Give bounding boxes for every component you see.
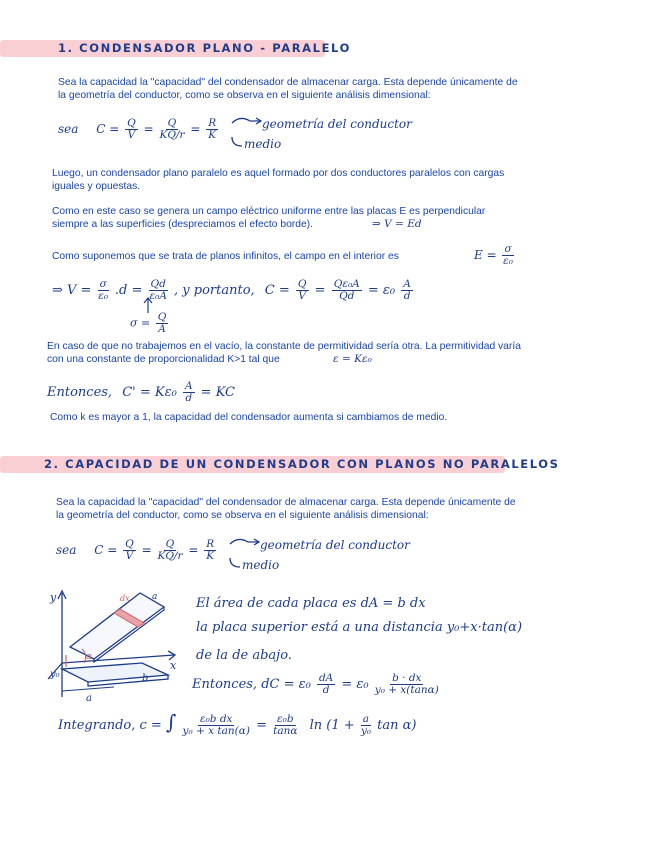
s2-formula-capacity: sea C = $\frac{Q}{V}$ = $\frac{Q}{KQ/r}$ = $\frac{R}{K}$ <box>56 538 215 562</box>
diag-label-y0: y₀ <box>50 669 60 680</box>
s1-f1-frac-rk: $\frac{R}{K}$ <box>208 117 217 141</box>
s1-paragraph-2a: Luego, un condensador plano paralelo es aquel formado por dos conductores paralelos con cargas <box>52 168 505 179</box>
section-1-title: 1. CONDENSADOR PLANO - PARALELO <box>58 41 351 55</box>
s2-formula-dc: Entonces, dC = ε₀ $\frac{dA}{d}$ = ε₀ $\frac{b \cdot dx}{\text{y₀ + x(tanα)}}$ <box>192 672 439 696</box>
s1-sigma-def: σ = $\frac{Q}{A}$ <box>130 311 167 335</box>
s1-f1-geometry-label: geometría del conductor <box>262 117 412 131</box>
s1-paragraph-3b: siempre a las superficies (despreciamos el efecto borde). <box>52 219 313 230</box>
integral-sign: ∫ <box>165 710 177 734</box>
bottom-plate <box>62 663 168 682</box>
s1-paragraph-5b: con una constante de proporcionalidad K>1 tal que <box>47 354 280 365</box>
top-plate <box>70 593 164 659</box>
s1-f1-c: C = <box>96 122 120 136</box>
s1-paragraph-4: Como suponemos que se trata de planos infinitos, el campo en el interior es <box>52 251 399 262</box>
diag-label-b: b <box>142 673 149 684</box>
s2-note-area: El área de cada placa es dA = b dx <box>196 596 426 611</box>
s1-v-equals-ed: ⇒ V = Ed <box>372 218 422 230</box>
s2-note-distance: la placa superior está a una distancia y₀+x·tan(α) <box>196 620 523 635</box>
s2-paragraph-1b: la geometría del conductor, como se observa en el siguiente análisis dimensional: <box>56 510 429 521</box>
s1-paragraph-3a: Como en este caso se genera un campo eléctrico uniforme entre las placas E es perpendicular <box>52 206 486 217</box>
s1-f1-eq: = <box>143 122 154 136</box>
s1-f1-frac-qv: $\frac{Q}{V}$ <box>127 117 136 141</box>
diag-label-y: y <box>50 591 57 604</box>
s1-f1-medio-label: medio <box>244 137 282 151</box>
s1-paragraph-5a: En caso de que no trabajemos en el vacío, la constante de permitividad sería otra. La permitividad varía <box>47 341 521 352</box>
s1-paragraph-2b: iguales y opuestas. <box>52 181 141 192</box>
s1-paragraph-1a: Sea la capacidad la "capacidad" del condensador de almacenar carga. Esta depende únicamente de <box>58 77 518 88</box>
capacitor-diagram <box>42 585 192 705</box>
diag-label-upper: a <box>152 592 158 602</box>
s1-paragraph-6: Como k es mayor a 1, la capacidad del condensador aumenta si cambiamos de medio. <box>50 412 448 423</box>
x-axis <box>62 655 174 663</box>
s1-formula-derivation: ⇒ V = $\frac{\sigma}{\text{ε₀}}$ .d = $\frac{Qd}{\text{ε₀A}}$ , y portanto, C = $\frac{Q}{V}$ = $\frac{\text{Qε₀A}}{Qd}$ = ε₀ $\frac{A}{d}$ <box>52 278 411 302</box>
s1-formula-c-prime: Entonces, C' = Kε₀ $\frac{A}{d}$ = KC <box>47 380 236 404</box>
s1-formula-capacity: sea C = $\frac{Q}{V}$ = $\frac{Q}{KQ/r}$ = $\frac{R}{K}$ <box>58 117 217 141</box>
s1-epsilon-k: ε = Kε₀ <box>333 353 372 365</box>
s1-paragraph-1b: la geometría del conductor, como se observa en el siguiente análisis dimensional: <box>58 90 431 101</box>
s2-f1-geometry-label: geometría del conductor <box>260 538 410 552</box>
section-2-title: 2. CAPACIDAD DE UN CONDENSADOR CON PLANOS NO PARALELOS <box>44 457 560 471</box>
diag-label-alpha: α <box>86 652 93 662</box>
diag-label-dx: dx <box>120 594 130 603</box>
s2-note-below: de la de abajo. <box>196 648 292 663</box>
diag-label-a: a <box>86 693 92 704</box>
s2-formula-integral: Integrando, c = ∫ $\frac{\text{ε₀b dx}}{\text{y₀ + x tan(α)}}$ = $\frac{\text{ε₀b}}{\tan\alpha}$ ln (1 + $\frac{a}{\text{y₀}}$ tan α) <box>58 710 417 737</box>
s2-f1-medio-label: medio <box>242 558 280 572</box>
s1-f1-sea: sea <box>58 122 79 136</box>
s1-field-formula: E = $\frac{\sigma}{\text{ε₀}}$ <box>474 243 513 267</box>
diag-label-x: x <box>170 659 177 672</box>
s1-f1-frac-kqr: $\frac{Q}{KQ/r}$ <box>159 117 185 141</box>
s2-paragraph-1a: Sea la capacidad la "capacidad" del condensador de almacenar carga. Esta depende únicamente de <box>56 497 516 508</box>
